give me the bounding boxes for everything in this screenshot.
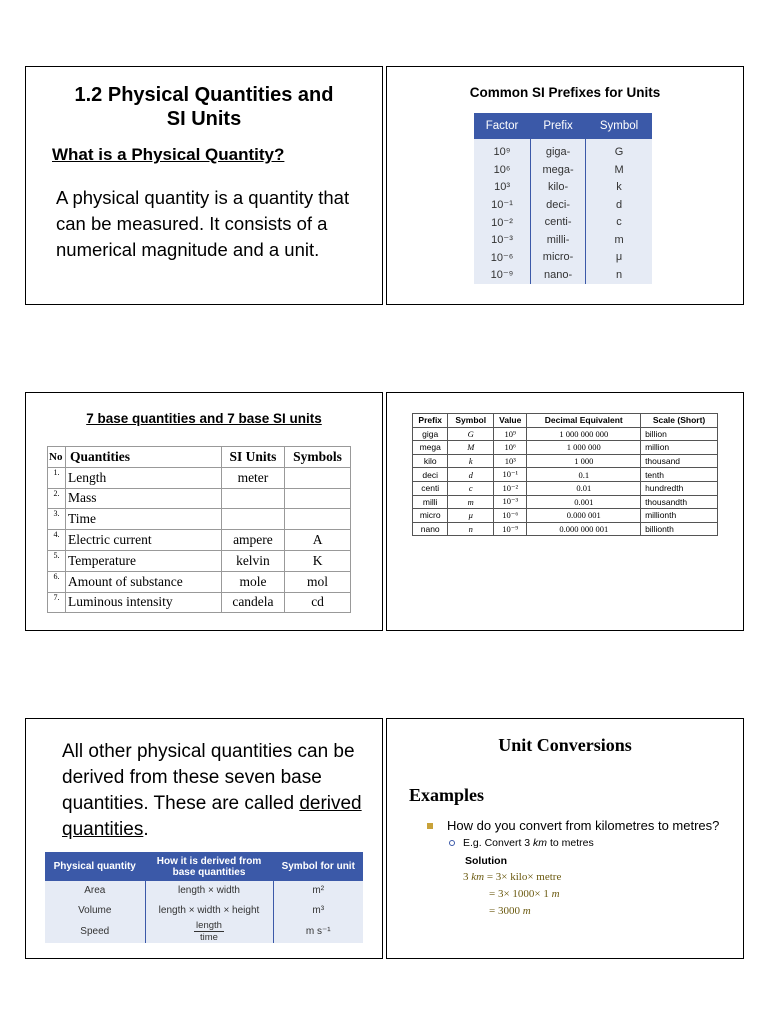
table-cell: k (448, 454, 494, 468)
table-cell: billion (641, 427, 718, 441)
column-header: Symbol for unit (273, 852, 363, 881)
slide-si-prefixes (386, 66, 744, 305)
column-header: Physical quantity (45, 852, 145, 881)
table-cell: 6. (48, 571, 66, 592)
table-cell: m² (273, 881, 363, 901)
table-cell: 10³ (494, 454, 527, 468)
table-cell: billionth (641, 522, 718, 536)
table-cell: micro (413, 509, 448, 523)
slide-physical-quantities (25, 66, 383, 305)
table-cell: Speed (45, 920, 145, 943)
table-cell (285, 509, 351, 530)
table-cell: μ (586, 249, 652, 267)
table-cell: 10⁻² (494, 481, 527, 495)
table-row (474, 196, 652, 214)
table-cell (145, 920, 273, 943)
table-row (48, 530, 351, 551)
table-cell: n (586, 266, 652, 284)
table-row (474, 161, 652, 179)
slide-title: 7 base quantities and 7 base SI units (86, 411, 322, 426)
table-cell: 1 000 (527, 454, 641, 468)
table-cell (285, 467, 351, 488)
column-header: Quantities (66, 447, 222, 468)
derived-intro-text: All other physical quantities can be derived from these seven base quantities. These are called derived quantities. (62, 741, 362, 840)
table-cell: M (586, 161, 652, 179)
table-cell: m (448, 495, 494, 509)
table-cell: 3. (48, 509, 66, 530)
prefix-decimal-table (412, 413, 718, 536)
solution-step-2: = 3× 1000× 1 m (489, 888, 560, 900)
table-row (48, 550, 351, 571)
table-cell: milli (413, 495, 448, 509)
table-cell: millionth (641, 509, 718, 523)
table-cell: 5. (48, 550, 66, 571)
speed-fraction: $\frac{\text{length}}{\text{time}}$ (196, 920, 222, 943)
column-header: Value (494, 414, 527, 428)
slide-base-quantities (25, 392, 383, 631)
table-cell: hundredth (641, 481, 718, 495)
table-cell: milli- (531, 231, 586, 249)
table-cell: 10⁻¹ (474, 196, 531, 214)
solution-step-1: 3 km = 3× kilo× metre (463, 871, 562, 883)
column-header: Decimal Equivalent (527, 414, 641, 428)
slide-prefix-decimal-table (386, 392, 744, 631)
table-row (413, 468, 718, 482)
examples-heading: Examples (409, 785, 485, 805)
table-cell: G (586, 139, 652, 161)
table-cell: 10⁻¹ (494, 468, 527, 482)
table-cell: 10⁻⁶ (474, 249, 531, 267)
table-row (413, 454, 718, 468)
table-cell: 10³ (474, 179, 531, 197)
table-cell: 0.000 001 (527, 509, 641, 523)
column-header: Prefix (531, 113, 586, 139)
table-cell: d (448, 468, 494, 482)
table-cell: 7. (48, 592, 66, 613)
table-cell: 10⁹ (474, 139, 531, 161)
table-cell: Area (45, 881, 145, 901)
table-cell: 1. (48, 467, 66, 488)
table-cell: A (285, 530, 351, 551)
column-header: Symbol (586, 113, 652, 139)
table-cell: 0.001 (527, 495, 641, 509)
table-cell: 0.01 (527, 481, 641, 495)
table-cell: kelvin (221, 550, 284, 571)
table-cell: G (448, 427, 494, 441)
table-row (474, 139, 652, 161)
table-cell: 10⁶ (474, 161, 531, 179)
table-cell (285, 488, 351, 509)
table-cell: mole (221, 571, 284, 592)
solution-label: Solution (465, 855, 507, 867)
circle-bullet-icon (449, 840, 455, 846)
conversion-example: E.g. Convert 3 km to metres (449, 837, 594, 849)
column-header: How it is derived from base quantities (145, 852, 273, 881)
table-cell: giga (413, 427, 448, 441)
column-header: Scale (Short) (641, 414, 718, 428)
base-quantities-table (47, 446, 351, 613)
table-cell: K (285, 550, 351, 571)
table-cell: centi (413, 481, 448, 495)
table-row (48, 467, 351, 488)
table-cell: micro- (531, 249, 586, 267)
table-cell: 4. (48, 530, 66, 551)
table-cell: 10⁻² (474, 214, 531, 232)
table-cell: mega (413, 441, 448, 455)
table-cell: kilo- (531, 179, 586, 197)
table-cell: ampere (221, 530, 284, 551)
table-cell: n (448, 522, 494, 536)
table-cell: centi- (531, 214, 586, 232)
si-prefix-table (474, 113, 652, 284)
table-cell: Volume (45, 901, 145, 921)
table-cell: tenth (641, 468, 718, 482)
table-cell: meter (221, 467, 284, 488)
solution-step-3: = 3000 m (489, 905, 531, 917)
table-row (48, 509, 351, 530)
table-cell: deci- (531, 196, 586, 214)
table-row (48, 571, 351, 592)
table-cell: length × width × height (145, 901, 273, 921)
table-cell: 10⁻⁹ (494, 522, 527, 536)
table-cell: 10⁻⁹ (474, 266, 531, 284)
column-header: SI Units (221, 447, 284, 468)
table-cell: 10⁻³ (474, 231, 531, 249)
table-cell: μ (448, 509, 494, 523)
table-cell: 1 000 000 (527, 441, 641, 455)
table-cell: 10⁻³ (494, 495, 527, 509)
table-cell (221, 488, 284, 509)
derived-quantities-table (45, 852, 363, 943)
table-row (45, 881, 363, 901)
table-cell: m s⁻¹ (273, 920, 363, 943)
table-cell: length × width (145, 881, 273, 901)
table-cell: Mass (66, 488, 222, 509)
table-row (474, 266, 652, 284)
table-cell: Length (66, 467, 222, 488)
square-bullet-icon (427, 823, 433, 829)
table-cell: cd (285, 592, 351, 613)
table-cell: Electric current (66, 530, 222, 551)
table-cell: 10⁶ (494, 441, 527, 455)
table-row (474, 231, 652, 249)
table-cell: m (586, 231, 652, 249)
table-row (48, 488, 351, 509)
table-cell: k (586, 179, 652, 197)
table-cell: giga- (531, 139, 586, 161)
table-cell (221, 509, 284, 530)
conversion-question: How do you convert from kilometres to metres? (427, 818, 719, 833)
table-cell: c (448, 481, 494, 495)
table-cell: d (586, 196, 652, 214)
column-header: No (48, 447, 66, 468)
table-cell: 0.1 (527, 468, 641, 482)
table-cell: deci (413, 468, 448, 482)
table-row (413, 522, 718, 536)
table-cell: 0.000 000 001 (527, 522, 641, 536)
table-cell: Temperature (66, 550, 222, 571)
table-row (45, 920, 363, 943)
derived-quantities-term: derived quantities (62, 793, 362, 840)
table-row (474, 249, 652, 267)
table-row (413, 481, 718, 495)
table-cell: nano- (531, 266, 586, 284)
table-header-row (413, 414, 718, 428)
column-header: Factor (474, 113, 531, 139)
table-cell: M (448, 441, 494, 455)
slide-title: Common SI Prefixes for Units (469, 85, 661, 100)
table-row (474, 179, 652, 197)
table-cell: Time (66, 509, 222, 530)
table-cell: mol (285, 571, 351, 592)
slide-derived-quantities (25, 718, 383, 959)
table-header-row (45, 852, 363, 881)
table-row (413, 495, 718, 509)
table-cell: kilo (413, 454, 448, 468)
table-cell: 10⁻⁶ (494, 509, 527, 523)
definition-text: A physical quantity is a quantity that can be measured. It consists of a numerical magnitude and a unit. (56, 187, 350, 260)
table-row (474, 214, 652, 232)
table-cell: 1 000 000 000 (527, 427, 641, 441)
table-cell: Luminous intensity (66, 592, 222, 613)
table-row (413, 427, 718, 441)
table-cell: million (641, 441, 718, 455)
table-cell: c (586, 214, 652, 232)
column-header: Prefix (413, 414, 448, 428)
table-cell: thousandth (641, 495, 718, 509)
table-header-row (474, 113, 652, 139)
slide-unit-conversions (386, 718, 744, 959)
table-cell: Amount of substance (66, 571, 222, 592)
table-cell: m³ (273, 901, 363, 921)
table-row (413, 509, 718, 523)
column-header: Symbols (285, 447, 351, 468)
table-cell: nano (413, 522, 448, 536)
table-cell: mega- (531, 161, 586, 179)
column-header: Symbol (448, 414, 494, 428)
table-header-row (48, 447, 351, 468)
table-cell: 10⁹ (494, 427, 527, 441)
table-cell: candela (221, 592, 284, 613)
slide-subtitle: What is a Physical Quantity? (52, 145, 285, 164)
table-cell: 2. (48, 488, 66, 509)
slide-title: 1.2 Physical Quantities and SI Units (74, 84, 334, 130)
table-cell: thousand (641, 454, 718, 468)
table-row (413, 441, 718, 455)
table-row (48, 592, 351, 613)
slide-title: Unit Conversions (498, 735, 632, 755)
table-row (45, 901, 363, 921)
